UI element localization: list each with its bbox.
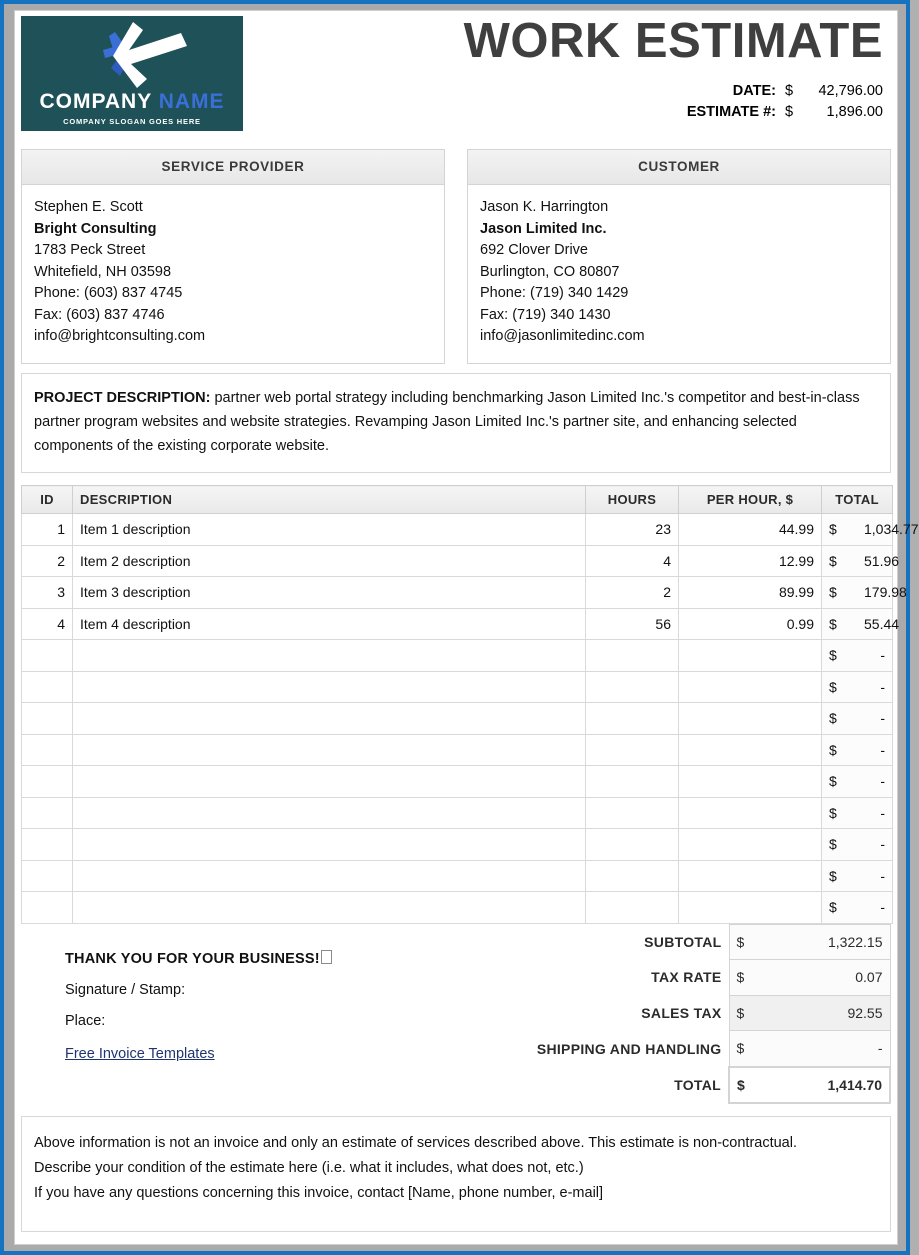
disclaimer-line-1: Above information is not an invoice and only an estimate of services described above. This estimate is non-contractual.: [34, 1134, 797, 1151]
customer-heading: CUSTOMER: [468, 150, 890, 185]
cell-description: Item 4 description: [73, 608, 586, 640]
cell-hours: [586, 703, 679, 735]
cell-id: [22, 703, 73, 735]
disclaimer-line-3: If you have any questions concerning this invoice, contact [Name, phone number, e-mail]: [34, 1184, 604, 1201]
cell-currency: $: [822, 577, 858, 609]
cell-total: -: [857, 797, 893, 829]
cell-description: Item 2 description: [73, 545, 586, 577]
table-row: [22, 640, 893, 672]
cell-per-hour: [679, 860, 822, 892]
thank-you-text: THANK YOU FOR YOUR BUSINESS!: [65, 950, 320, 967]
cell-per-hour: [679, 703, 822, 735]
totals-row: [517, 1031, 891, 1067]
cell-currency: $: [822, 703, 858, 735]
cell-total: 179.98: [857, 577, 893, 609]
cell-hours: [586, 892, 679, 924]
cell-currency: $: [822, 766, 858, 798]
service-provider-city-state-zip: Whitefield, NH 03598: [34, 263, 172, 280]
totals-currency: $: [729, 1067, 770, 1104]
cell-description: [73, 671, 586, 703]
cell-id: 4: [22, 608, 73, 640]
cell-id: [22, 640, 73, 672]
table-row: [22, 829, 893, 861]
customer-company: Jason Limited Inc.: [480, 220, 607, 237]
footer-section: [21, 924, 891, 1108]
cell-id: [22, 829, 73, 861]
thank-you-message: [65, 950, 551, 967]
totals-value: 1,322.15: [770, 924, 891, 960]
cell-per-hour: 89.99: [679, 577, 822, 609]
cell-hours: 23: [586, 514, 679, 546]
cell-description: [73, 797, 586, 829]
cell-currency: $: [822, 671, 858, 703]
totals-label: TAX RATE: [651, 969, 722, 986]
customer-details: [468, 185, 890, 348]
footer-notes: [21, 924, 551, 1062]
cell-currency: $: [822, 545, 858, 577]
column-header-hours: HOURS: [586, 486, 679, 514]
disclaimer-line-2: Describe your condition of the estimate here (i.e. what it includes, what does not, etc.): [34, 1159, 584, 1176]
logo-arrow-icon: [21, 16, 243, 94]
cell-total: -: [857, 734, 893, 766]
customer-phone: Phone: (719) 340 1429: [480, 285, 629, 301]
cell-id: [22, 734, 73, 766]
cell-total: -: [857, 671, 893, 703]
service-provider-heading: SERVICE PROVIDER: [22, 150, 444, 185]
missing-glyph-box-icon: [321, 950, 332, 964]
free-invoice-templates-link-wrap: [65, 1046, 551, 1062]
cell-id: [22, 892, 73, 924]
table-row: [22, 514, 893, 546]
cell-total: 55.44: [857, 608, 893, 640]
estimate-number-label: ESTIMATE #:: [686, 104, 776, 120]
totals-value: 1,414.70: [770, 1067, 891, 1104]
meta-row-date: [687, 81, 883, 102]
cell-hours: 4: [586, 545, 679, 577]
cell-id: [22, 797, 73, 829]
cell-description: [73, 829, 586, 861]
estimate-number-currency: $: [785, 104, 794, 120]
cell-currency: $: [822, 514, 858, 546]
estimate-document: [14, 10, 919, 1245]
cell-id: 3: [22, 577, 73, 609]
cell-currency: $: [822, 860, 858, 892]
totals-table: [517, 924, 892, 1105]
totals-label: TOTAL: [674, 1076, 721, 1093]
totals-label: SALES TAX: [641, 1004, 722, 1021]
cell-per-hour: 0.99: [679, 608, 822, 640]
table-row: [22, 703, 893, 735]
line-items-table: [21, 485, 919, 924]
cell-description: [73, 640, 586, 672]
cell-total: -: [857, 892, 893, 924]
service-provider-card: [21, 149, 445, 364]
totals-row: [517, 995, 891, 1031]
totals-row: [517, 924, 891, 960]
cell-description: [73, 860, 586, 892]
table-row: [22, 734, 893, 766]
table-header-row: [22, 486, 893, 514]
cell-currency: $: [822, 797, 858, 829]
logo-name-primary: COMPANY: [39, 90, 152, 113]
customer-fax: Fax: (719) 340 1430: [480, 306, 611, 323]
service-provider-contact-name: Stephen E. Scott: [34, 199, 143, 215]
totals-label: SHIPPING AND HANDLING: [536, 1040, 722, 1057]
page-title: WORK ESTIMATE: [463, 14, 883, 68]
cell-hours: 2: [586, 577, 679, 609]
totals-currency: $: [729, 924, 770, 960]
column-header-description: DESCRIPTION: [73, 486, 586, 514]
signature-stamp-label: Signature / Stamp:: [65, 981, 186, 998]
cell-id: [22, 671, 73, 703]
cell-description: [73, 766, 586, 798]
cell-description: [73, 734, 586, 766]
cell-total: -: [857, 640, 893, 672]
cell-per-hour: [679, 766, 822, 798]
line-items-body: [22, 514, 919, 924]
cell-id: [22, 860, 73, 892]
cell-currency: $: [822, 608, 858, 640]
cell-id: 2: [22, 545, 73, 577]
service-provider-street: 1783 Peck Street: [34, 242, 146, 258]
cell-hours: [586, 671, 679, 703]
cell-per-hour: [679, 671, 822, 703]
cell-per-hour: [679, 640, 822, 672]
cell-total: 1,034.77: [857, 514, 893, 546]
cell-total: -: [857, 703, 893, 735]
date-label: DATE:: [732, 83, 776, 99]
table-row: [22, 766, 893, 798]
table-row: [22, 545, 893, 577]
cell-hours: [586, 640, 679, 672]
cell-total: 51.96: [857, 545, 893, 577]
cell-hours: [586, 766, 679, 798]
cell-description: [73, 703, 586, 735]
date-value: 42,796.00: [818, 83, 883, 99]
column-header-id: ID: [22, 486, 73, 514]
column-header-total: TOTAL: [822, 486, 893, 514]
totals-currency: $: [729, 1031, 770, 1067]
logo-slogan: COMPANY SLOGAN GOES HERE: [63, 117, 201, 126]
estimate-number-value: 1,896.00: [826, 104, 883, 120]
table-row: [22, 577, 893, 609]
customer-card: [467, 149, 891, 364]
service-provider-details: [22, 185, 444, 348]
cell-per-hour: 12.99: [679, 545, 822, 577]
totals-value: 0.07: [770, 960, 891, 996]
cell-per-hour: [679, 892, 822, 924]
document-header: [15, 11, 897, 144]
cell-per-hour: [679, 797, 822, 829]
service-provider-fax: Fax: (603) 837 4746: [34, 306, 165, 323]
table-row: [22, 860, 893, 892]
table-row: [22, 797, 893, 829]
cell-total: -: [857, 860, 893, 892]
cell-currency: $: [822, 640, 858, 672]
free-invoice-templates-link[interactable]: Free Invoice Templates: [65, 1045, 215, 1062]
place-label: Place:: [65, 1012, 106, 1029]
estimate-meta: [687, 81, 883, 123]
logo-name-accent: NAME: [158, 90, 225, 113]
cell-per-hour: [679, 829, 822, 861]
totals-value: 92.55: [770, 995, 891, 1031]
totals-label: SUBTOTAL: [644, 933, 722, 950]
cell-hours: [586, 797, 679, 829]
customer-city-state-zip: Burlington, CO 80807: [480, 263, 620, 280]
meta-row-estimate-number: [687, 102, 883, 123]
cell-hours: 56: [586, 608, 679, 640]
cell-currency: $: [822, 734, 858, 766]
cell-description: Item 3 description: [73, 577, 586, 609]
customer-street: 692 Clover Drive: [480, 242, 588, 258]
cell-currency: $: [822, 892, 858, 924]
table-row: [22, 608, 893, 640]
cell-total: -: [857, 829, 893, 861]
project-description-label: PROJECT DESCRIPTION:: [34, 390, 211, 406]
totals-currency: $: [729, 960, 770, 996]
cell-per-hour: [679, 734, 822, 766]
company-logo: [21, 16, 243, 131]
customer-email: info@jasonlimitedinc.com: [480, 328, 645, 344]
cell-id: [22, 766, 73, 798]
table-row: [22, 671, 893, 703]
totals-currency: $: [729, 995, 770, 1031]
cell-per-hour: 44.99: [679, 514, 822, 546]
project-description-block: [21, 373, 891, 473]
cell-description: [73, 892, 586, 924]
cell-total: -: [857, 766, 893, 798]
date-currency: $: [785, 83, 794, 99]
totals-row: [517, 1067, 891, 1104]
table-row: [22, 892, 893, 924]
project-description-text: partner web portal strategy including benchmarking Jason Limited Inc.'s competitor and best-in-class partner program websites and website strategies. Revamping Jason Limited Inc.'s partner site, and enhancing selected components of the existing corporate website.: [34, 390, 860, 454]
cell-description: Item 1 description: [73, 514, 586, 546]
column-header-per-hour: PER HOUR, $: [679, 486, 822, 514]
service-provider-company: Bright Consulting: [34, 220, 157, 237]
cell-currency: $: [822, 829, 858, 861]
parties-section: [21, 149, 891, 364]
service-provider-email: info@brightconsulting.com: [34, 328, 206, 344]
cell-hours: [586, 734, 679, 766]
logo-company-name: [21, 90, 243, 114]
totals-value: -: [770, 1031, 891, 1067]
cell-hours: [586, 829, 679, 861]
customer-contact-name: Jason K. Harrington: [480, 199, 609, 215]
cell-id: 1: [22, 514, 73, 546]
cell-hours: [586, 860, 679, 892]
service-provider-phone: Phone: (603) 837 4745: [34, 285, 183, 301]
totals-row: [517, 960, 891, 996]
disclaimer-block: [21, 1116, 891, 1232]
